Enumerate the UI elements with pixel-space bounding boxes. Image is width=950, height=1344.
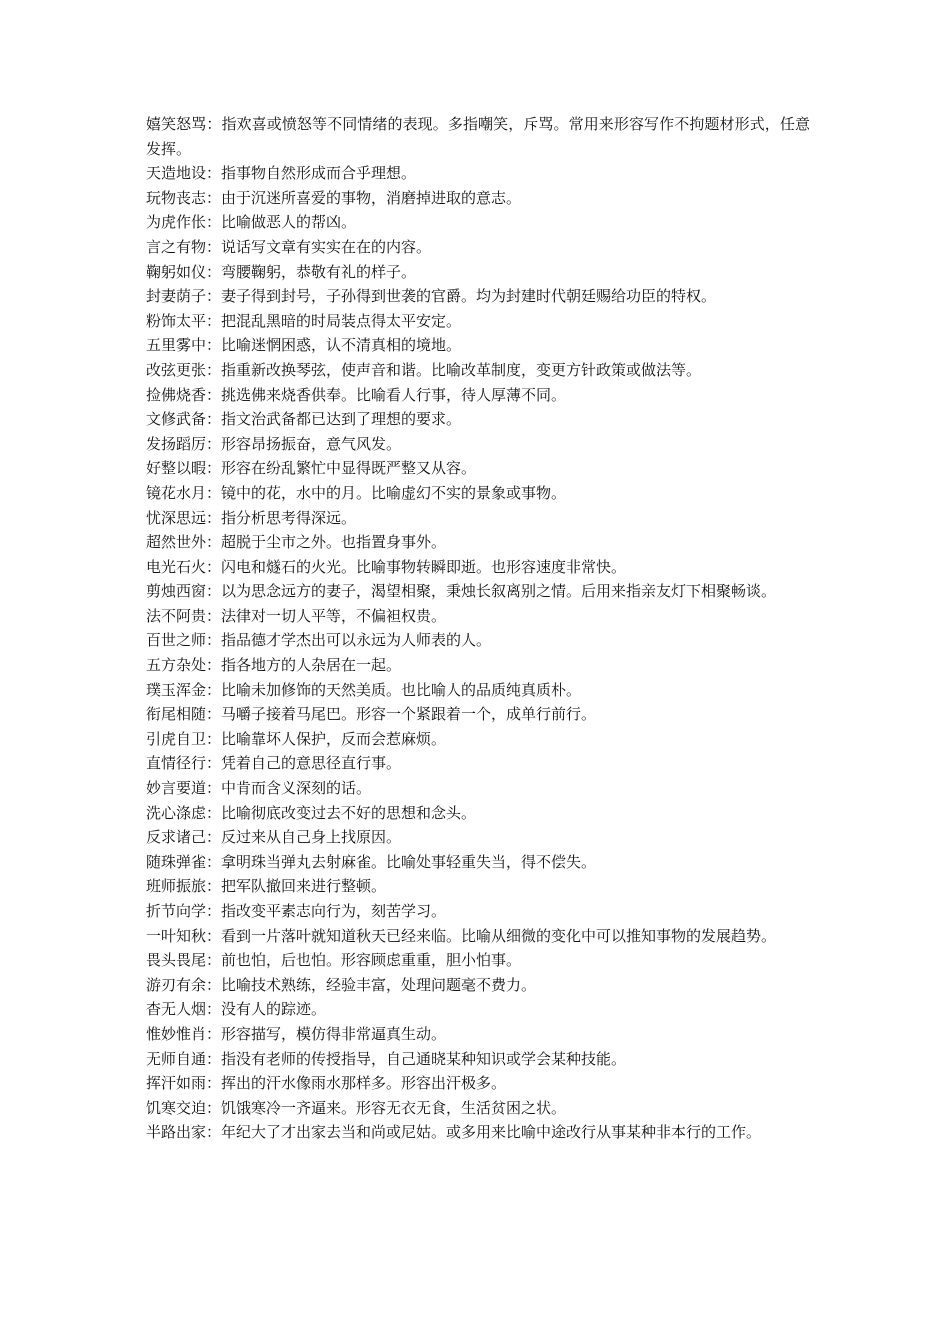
idiom-entry: 电光石火：闪电和燧石的火光。比喻事物转瞬即逝。也形容速度非常快。 <box>146 557 627 576</box>
idiom-entry: 妙言要道：中肯而含义深刻的话。 <box>146 779 372 798</box>
idiom-entry: 发扬蹈厉：形容昂扬振奋，意气风发。 <box>146 434 402 453</box>
idiom-entry: 法不阿贵：法律对一切人平等，不偏袒权贵。 <box>146 606 447 625</box>
idiom-entry: 折节向学：指改变平素志向行为，刻苦学习。 <box>146 902 447 920</box>
idiom-entry: 半路出家：年纪大了才出家去当和尚或尼姑。或多用来比喻中途改行从事某种非本行的工作。 <box>146 1123 762 1142</box>
idiom-entry: 直情径行：凭着自己的意思径直行事。 <box>146 754 402 773</box>
idiom-entry: 班师振旅：把军队撤回来进行整顿。 <box>146 877 387 896</box>
idiom-entry: 改弦更张：指重新改换琴弦，使声音和谐。比喻改革制度，变更方针政策或做法等。 <box>146 360 702 379</box>
idiom-entry: 为虎作伥：比喻做恶人的帮凶。 <box>146 213 357 232</box>
idiom-entry: 封妻荫子：妻子得到封号，子孙得到世袭的官爵。均为封建时代朝廷赐给功臣的特权。 <box>146 287 717 306</box>
idiom-entry: 百世之师：指品德才学杰出可以永远为人师表的人。 <box>146 631 492 650</box>
idiom-entry: 饥寒交迫：饥饿寒冷一齐逼来。形容无衣无食，生活贫困之状。 <box>146 1098 567 1117</box>
idiom-entry: 无师自通：指没有老师的传授指导，自己通晓某种知识或学会某种技能。 <box>146 1049 627 1068</box>
idiom-entry: 言之有物：说话写文章有实实在在的内容。 <box>146 237 432 256</box>
idiom-entry: 玩物丧志：由于沉迷所喜爱的事物，消磨掉进取的意志。 <box>146 188 522 207</box>
document-body <box>146 112 810 1145</box>
idiom-entry: 杳无人烟：没有人的踪迹。 <box>146 1000 327 1019</box>
idiom-entry: 璞玉浑金：比喻未加修饰的天然美质。也比喻人的品质纯真质朴。 <box>146 680 582 699</box>
idiom-entry: 镜花水月：镜中的花，水中的月。比喻虚幻不实的景象或事物。 <box>146 483 567 502</box>
idiom-entry: 捡佛烧香：挑选佛来烧香供奉。比喻看人行事，待人厚薄不同。 <box>146 385 567 404</box>
idiom-entry: 反求诸己：反过来从自己身上找原因。 <box>146 828 402 847</box>
idiom-entry: 一叶知秋：看到一片落叶就知道秋天已经来临。比喻从细微的变化中可以推知事物的发展趋势。 <box>146 926 777 945</box>
idiom-entry: 剪烛西窗：以为思念远方的妻子，渴望相聚，秉烛长叙离别之情。后用来指亲友灯下相聚畅谈。 <box>146 582 777 601</box>
idiom-entry: 嬉笑怒骂：指欢喜或愤怒等不同情绪的表现。多指嘲笑，斥骂。常用来形容写作不拘题材形式，任意发挥。 <box>146 115 810 158</box>
idiom-entry: 五方杂处：指各地方的人杂居在一起。 <box>146 656 402 675</box>
idiom-entry: 五里雾中：比喻迷惘困惑，认不清真相的境地。 <box>146 336 462 355</box>
idiom-entry: 惟妙惟肖：形容描写，模仿得非常逼真生动。 <box>146 1024 447 1043</box>
idiom-entry: 挥汗如雨：挥出的汗水像雨水那样多。形容出汗极多。 <box>146 1074 507 1093</box>
idiom-entry: 洗心涤虑：比喻彻底改变过去不好的思想和念头。 <box>146 803 477 822</box>
idiom-entry: 衔尾相随：马嚼子接着马尾巴。形容一个紧跟着一个，成单行前行。 <box>146 705 597 724</box>
idiom-entry: 粉饰太平：把混乱黑暗的时局装点得太平安定。 <box>146 311 462 330</box>
idiom-entry: 随珠弹雀：拿明珠当弹丸去射麻雀。比喻处事轻重失当，得不偿失。 <box>146 852 597 871</box>
idiom-entry: 好整以暇：形容在纷乱繁忙中显得既严整又从容。 <box>146 459 477 478</box>
idiom-entry: 引虎自卫：比喻靠坏人保护，反而会惹麻烦。 <box>146 729 447 748</box>
idiom-entry: 天造地设：指事物自然形成而合乎理想。 <box>146 164 417 183</box>
idiom-entry: 超然世外：超脱于尘市之外。也指置身事外。 <box>146 533 447 552</box>
idiom-entry: 畏头畏尾：前也怕，后也怕。形容顾虑重重，胆小怕事。 <box>146 951 522 970</box>
idiom-entry: 忧深思远：指分析思考得深远。 <box>146 508 357 527</box>
idiom-entry: 游刃有余：比喻技术熟练，经验丰富，处理问题毫不费力。 <box>146 975 537 994</box>
idiom-entry: 文修武备：指文治武备都已达到了理想的要求。 <box>146 410 462 429</box>
idiom-entry: 鞠躬如仪：弯腰鞠躬，恭敬有礼的样子。 <box>146 262 417 281</box>
